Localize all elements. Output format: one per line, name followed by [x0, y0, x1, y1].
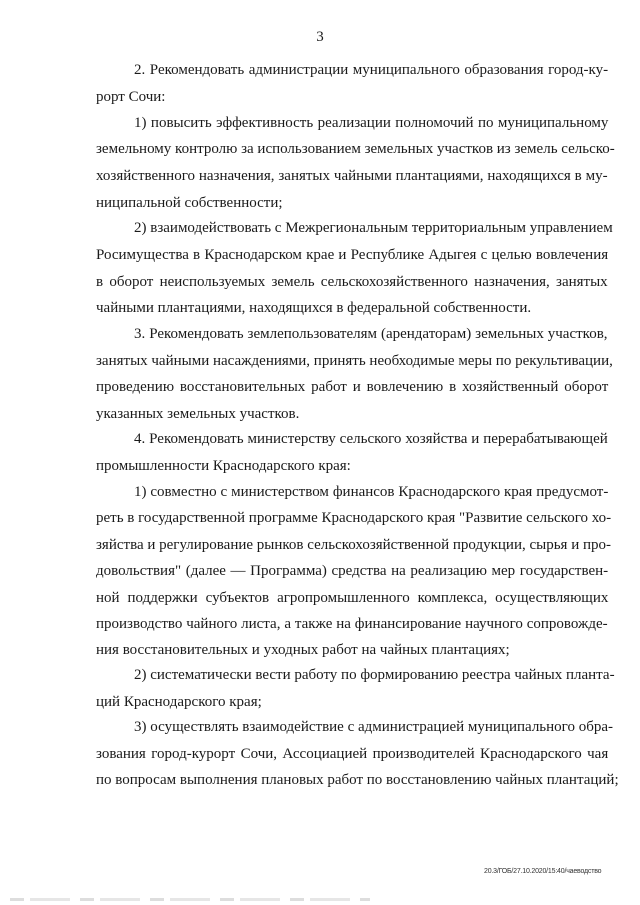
- text-line: довольствия" (далее — Программа) средства на реализацию мер государствен-: [96, 563, 609, 579]
- text-line: 3. Рекомендовать землепользователям (арендаторам) земельных участков,: [134, 326, 608, 342]
- text-line: ниципальной собственности;: [96, 195, 283, 211]
- scan-edge-artifact: [10, 898, 370, 901]
- text-line: занятых чайными насаждениями, принять необходимые меры по рекультивации,: [96, 353, 613, 369]
- text-line: ния восстановительных и уходных работ на чайных плантациях;: [96, 642, 510, 658]
- text-line: зования город-курорт Сочи, Ассоциацией производителей Краснодарского чая: [96, 746, 609, 762]
- text-line: в оборот неиспользуемых земель сельскохозяйственного назначения, занятых: [96, 274, 608, 290]
- text-line: 1) совместно с министерством финансов Краснодарского края предусмот-: [134, 484, 609, 500]
- text-line: рорт Сочи:: [96, 89, 166, 105]
- text-line: 2. Рекомендовать администрации муниципального образования город-ку-: [134, 62, 609, 78]
- text-line: по вопросам выполнения плановых работ по восстановлению чайных плантаций;: [96, 772, 619, 788]
- text-line: Росимущества в Краснодарском крае и Республике Адыгея с целью вовлечения: [96, 247, 609, 263]
- text-line: 2) взаимодействовать с Межрегиональным территориальным управлением: [134, 220, 613, 236]
- text-line: хозяйственного назначения, занятых чайными плантациями, находящихся в му-: [96, 168, 608, 184]
- text-line: 1) повысить эффективность реализации полномочий по муниципальному: [134, 115, 609, 131]
- text-line: 3) осуществлять взаимодействие с администрацией муниципального обра-: [134, 719, 613, 735]
- text-line: 4. Рекомендовать министерству сельского хозяйства и перерабатывающей: [134, 431, 608, 447]
- page-number: 3: [316, 29, 324, 45]
- document-footer-code: 20.3/ГОБ/27.10.2020/15:40/чаеводство: [484, 868, 602, 875]
- text-line: земельному контролю за использованием земельных участков из земель сельско-: [96, 141, 615, 157]
- text-line: ной поддержки субъектов агропромышленного комплекса, осуществляющих: [96, 590, 609, 606]
- text-line: 2) систематически вести работу по формированию реестра чайных планта-: [134, 667, 615, 683]
- text-line: проведению восстановительных работ и вовлечению в хозяйственный оборот: [96, 379, 609, 395]
- text-line: реть в государственной программе Краснодарского края "Развитие сельского хо-: [96, 510, 612, 526]
- text-line: зяйства и регулирование рынков сельскохозяйственной продукции, сырья и про-: [96, 537, 612, 553]
- text-line: чайными плантациями, находящихся в федеральной собственности.: [96, 300, 532, 316]
- text-line: указанных земельных участков.: [96, 406, 300, 422]
- text-line: промышленности Краснодарского края:: [96, 458, 351, 474]
- text-line: производство чайного листа, а также на финансирование научного сопровожде-: [96, 616, 608, 632]
- text-line: ций Краснодарского края;: [96, 694, 262, 710]
